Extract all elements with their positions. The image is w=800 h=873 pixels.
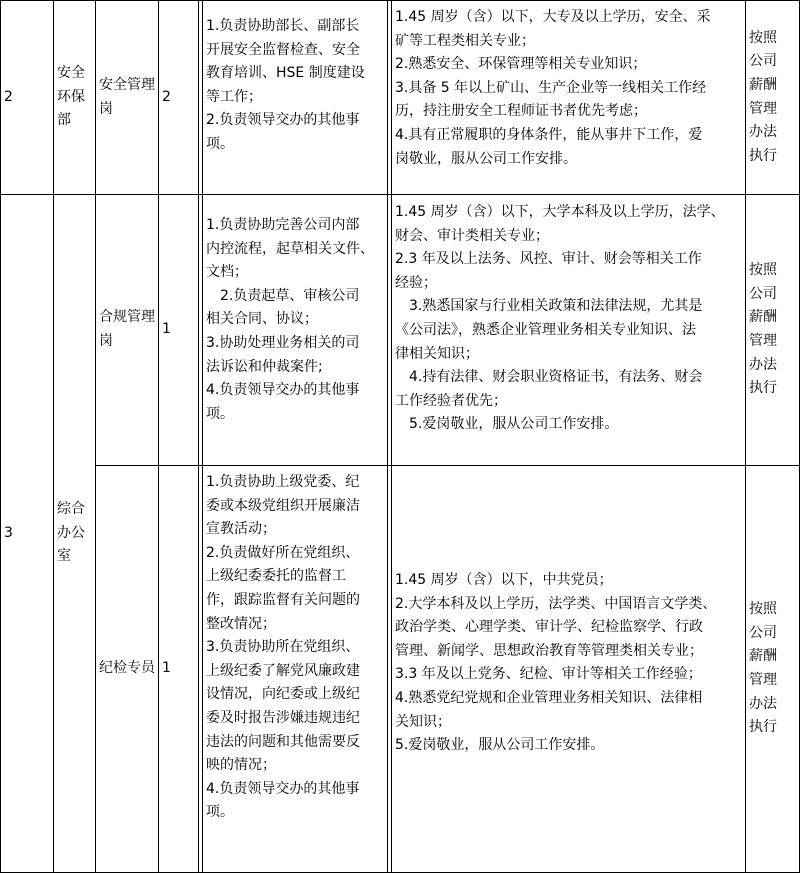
- row-number-cell: [1, 1, 53, 194]
- duty-line: 3.负责协助所在党组织、: [206, 639, 360, 656]
- duty-line: 委及时报告涉嫌违规违纪: [206, 709, 360, 726]
- headcount: 1: [162, 660, 171, 677]
- duty-line: 法诉讼和仲裁案件;: [206, 358, 323, 375]
- post-cell: [96, 1, 158, 194]
- duty-line: 4.负责领导交办的其他事: [206, 382, 360, 399]
- post-cell: [96, 195, 158, 465]
- duty-line: 2.负责领导交办的其他事: [206, 112, 360, 129]
- row-number: 2: [4, 88, 13, 105]
- duty-line: 违法的问题和其他需要反: [206, 733, 360, 750]
- requirement-line: 岗敬业，服从公司工作安排。: [395, 150, 577, 167]
- requirements-cell: [392, 4, 745, 173]
- duty-line: 项。: [206, 405, 234, 422]
- salary-cell: [746, 195, 799, 465]
- department-name: 安全环保部: [57, 65, 85, 129]
- duty-line: 上级纪委了解党风廉政建: [206, 662, 360, 679]
- requirement-line: 4.持有法律、财会职业资格证书，有法务、财会: [409, 369, 703, 386]
- post-name: 安全管理岗: [99, 76, 155, 117]
- row-number: 3: [4, 524, 13, 541]
- row-divider: [95, 465, 800, 466]
- headcount: 1: [162, 321, 171, 338]
- department-name: 综合办公室: [57, 501, 85, 565]
- requirement-line: 3.3 年及以上党务、纪检、审计等相关工作经验；: [395, 666, 702, 683]
- post-cell: [96, 466, 158, 872]
- requirement-line: 1.45 周岁（含）以下，大学本科及以上学历，法学、: [395, 204, 725, 220]
- duty-line: 宣教活动；: [206, 521, 276, 538]
- requirement-line: 2.3 年及以上法务、风控、审计、财会等相关工作: [395, 251, 702, 268]
- duty-line: 相关合同、协议；: [206, 311, 318, 328]
- salary-cell: [746, 466, 799, 872]
- column-divider: [198, 0, 199, 873]
- requirement-line: 政治学类、心理学类、审计学、纪检监察学、行政: [395, 619, 703, 636]
- requirement-line: 4.熟悉党纪党规和企业管理业务相关知识、法律相: [395, 689, 703, 706]
- count-cell: [159, 466, 198, 872]
- duty-line: 1.负责协助完善公司内部: [206, 217, 360, 233]
- salary-note: 按照公司薪酬管理办法执行: [749, 601, 777, 736]
- salary-cell: [746, 1, 799, 194]
- department-cell: [54, 1, 95, 194]
- duties-cell: [203, 469, 387, 827]
- requirements-cell: [392, 199, 745, 439]
- requirement-line: 5.爱岗敬业，服从公司工作安排。: [395, 737, 605, 754]
- duty-line: 上级纪委委托的监督工: [206, 568, 346, 585]
- salary-note: 按照公司薪酬管理办法执行: [749, 262, 777, 397]
- duty-line: 项。: [206, 135, 234, 152]
- count-cell: [159, 1, 198, 194]
- duty-line: 1.负责协助部长、副部长: [206, 18, 360, 34]
- requirement-line: 5.爱岗敬业，服从公司工作安排。: [409, 416, 619, 433]
- requirement-line: 工作经验者优先；: [395, 392, 507, 409]
- duty-line: 2.负责做好所在党组织、: [206, 544, 360, 561]
- requirement-line: 1.45 周岁（含）以下，大专及以上学历，安全、采: [395, 9, 711, 25]
- count-cell: [159, 195, 198, 465]
- duty-line: 文档；: [206, 264, 248, 281]
- post-name: 纪检专员: [99, 660, 155, 677]
- duties-cell: [203, 13, 387, 159]
- requirement-line: 《公司法》，熟悉企业管理业务相关专业知识、法: [395, 321, 696, 338]
- requirement-line: 2.熟悉安全、环保管理等相关专业知识；: [395, 56, 647, 73]
- salary-note: 按照公司薪酬管理办法执行: [749, 29, 777, 164]
- duty-line: 2.负责起草、审核公司: [220, 287, 360, 304]
- requirement-line: 3.具备 5 年以上矿山、生产企业等一线相关工作经: [395, 79, 707, 96]
- headcount: 2: [162, 88, 171, 105]
- requirements-cell: [392, 567, 745, 760]
- requirement-line: 1.45 周岁（含）以下，中共党员；: [395, 572, 613, 588]
- department-cell: [54, 195, 95, 872]
- duty-line: 教育培训、HSE 制度建设: [206, 65, 365, 82]
- post-name: 合规管理岗: [99, 309, 155, 349]
- column-divider: [387, 0, 388, 873]
- duty-line: 作，跟踪监督有关问题的: [206, 591, 360, 608]
- row-number-cell: [1, 195, 53, 872]
- duty-line: 4.负责领导交办的其他事: [206, 780, 360, 797]
- duty-line: 等工作；: [206, 88, 262, 105]
- requirement-line: 管理、新闻学、思想政治教育等管理类相关专业；: [395, 642, 703, 659]
- requirement-line: 关知识；: [395, 713, 451, 730]
- duty-line: 映的情况；: [206, 757, 276, 774]
- requirement-line: 4.具有正常履职的身体条件，能从事井下工作，爱: [395, 126, 703, 143]
- duty-line: 委或本级党组织开展廉洁: [206, 497, 360, 514]
- duty-line: 项。: [206, 804, 234, 821]
- requirement-line: 历，持注册安全工程师证书者优先考虑；: [395, 103, 647, 120]
- duty-line: 开展安全监督检查、安全: [206, 41, 360, 58]
- duties-cell: [203, 212, 387, 428]
- requirement-line: 律相关知识；: [395, 345, 479, 362]
- duty-line: 设情况，向纪委或上级纪: [206, 686, 360, 703]
- duty-line: 1.负责协助上级党委、纪: [206, 474, 360, 490]
- duty-line: 整改情况；: [206, 615, 276, 632]
- requirement-line: 2.大学本科及以上学历，法学类、中国语言文学类、: [395, 595, 717, 612]
- duty-line: 内控流程，起草相关文件、: [206, 240, 374, 257]
- requirement-line: 3.熟悉国家与行业相关政策和法律法规，尤其是: [409, 298, 703, 315]
- duty-line: 3.协助处理业务相关的司: [206, 334, 360, 351]
- requirement-line: 经验；: [395, 274, 437, 291]
- requirement-line: 矿等工程类相关专业；: [395, 32, 535, 49]
- requirement-line: 财会、审计类相关专业；: [395, 227, 549, 244]
